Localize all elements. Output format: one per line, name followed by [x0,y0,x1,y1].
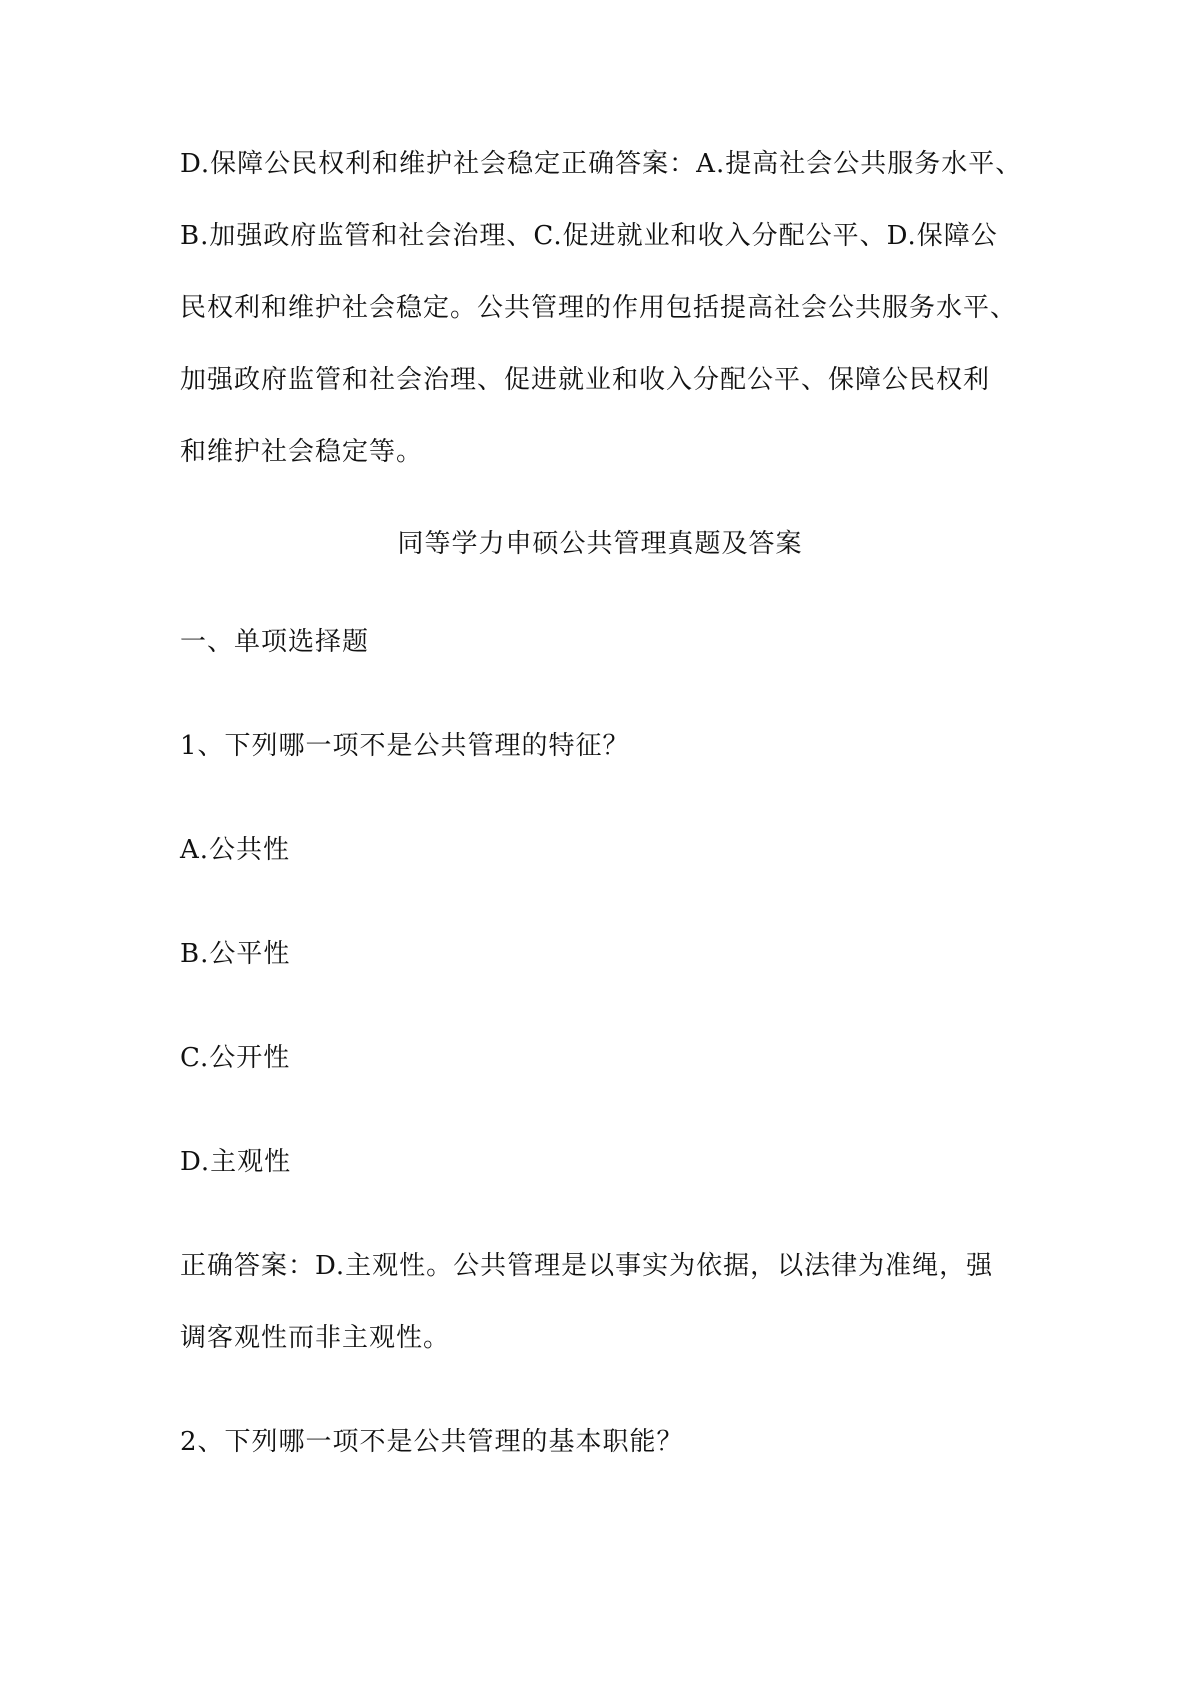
q1-option-a: A.公共性 [180,835,291,865]
intro-line-2: B.加强政府监管和社会治理、C.促进就业和收入分配公平、D.保障公 [180,221,998,251]
question-1: 1、下列哪一项不是公共管理的特征？ [180,731,630,761]
intro-line-5: 和维护社会稳定等。 [180,437,424,467]
section-heading: 一、单项选择题 [180,627,370,657]
q1-option-b: B.公平性 [180,939,291,969]
q1-answer-line-1: 正确答案：D.主观性。公共管理是以事实为依据，以法律为准绳，强 [180,1251,994,1281]
intro-line-1: D.保障公民权利和维护社会稳定正确答案：A.提高社会公共服务水平、 [180,149,1023,179]
question-2: 2、下列哪一项不是公共管理的基本职能？ [180,1427,684,1457]
document-title: 同等学力申硕公共管理真题及答案 [397,529,803,559]
intro-line-4: 加强政府监管和社会治理、促进就业和收入分配公平、保障公民权利 [180,365,991,395]
q1-answer-line-2: 调客观性而非主观性。 [180,1323,451,1353]
q1-option-c: C.公开性 [180,1043,291,1073]
intro-line-3: 民权利和维护社会稳定。公共管理的作用包括提高社会公共服务水平、 [180,293,1018,323]
q1-option-d: D.主观性 [180,1147,292,1177]
